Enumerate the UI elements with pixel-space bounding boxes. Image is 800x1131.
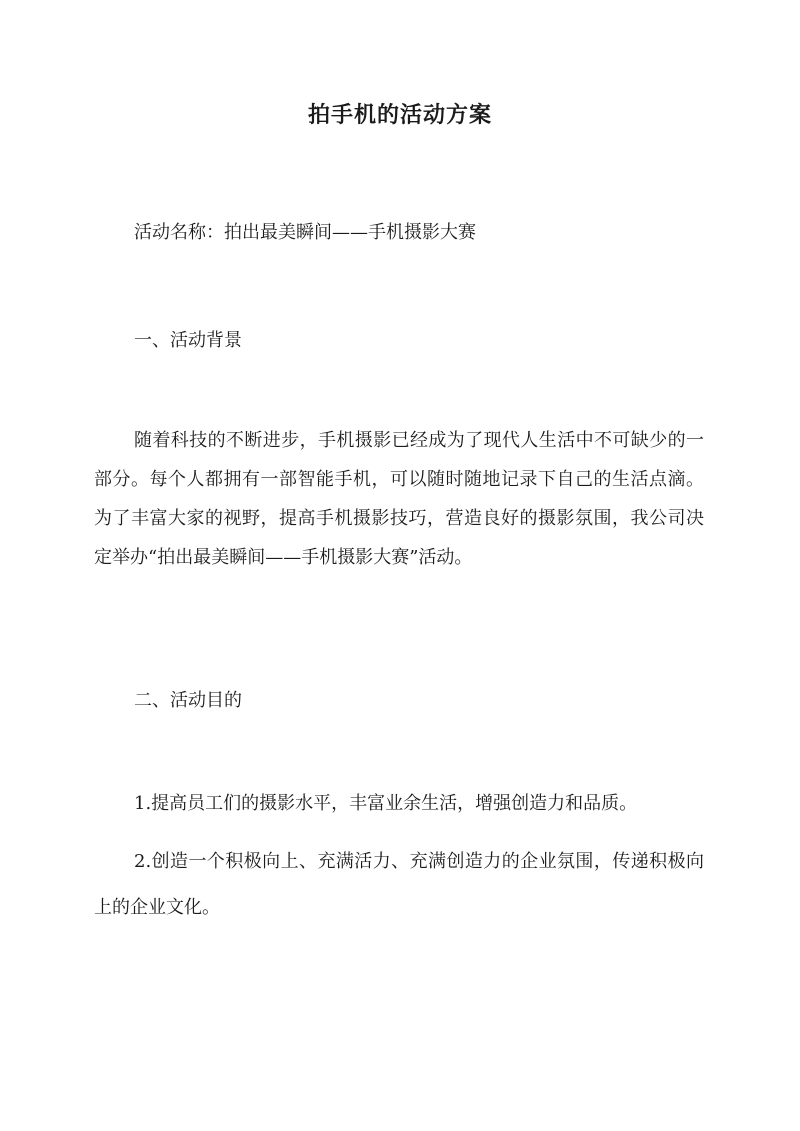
list-item: 2.创造一个积极向上、充满活力、充满创造力的企业氛围，传递积极向上的企业文化。 [94,851,704,918]
section1-body: 随着科技的不断进步，手机摄影已经成为了现代人生活中不可缺少的一部分。每个人都拥有一部智能手机，可以随时随地记录下自己的生活点滴。为了丰富大家的视野，提高手机摄影技巧，营造良好的摄影氛围，我公司决定举办“拍出最美瞬间——手机摄影大赛”活动。 [94,430,704,568]
document-title: 拍手机的活动方案 [307,102,492,128]
section1-heading: 一、活动背景 [134,330,242,351]
section2-heading: 二、活动目的 [134,690,242,711]
list-item: 1.提高员工们的摄影水平，丰富业余生活，增强创造力和品质。 [134,793,638,814]
activity-name: 活动名称：拍出最美瞬间——手机摄影大赛 [134,222,476,243]
